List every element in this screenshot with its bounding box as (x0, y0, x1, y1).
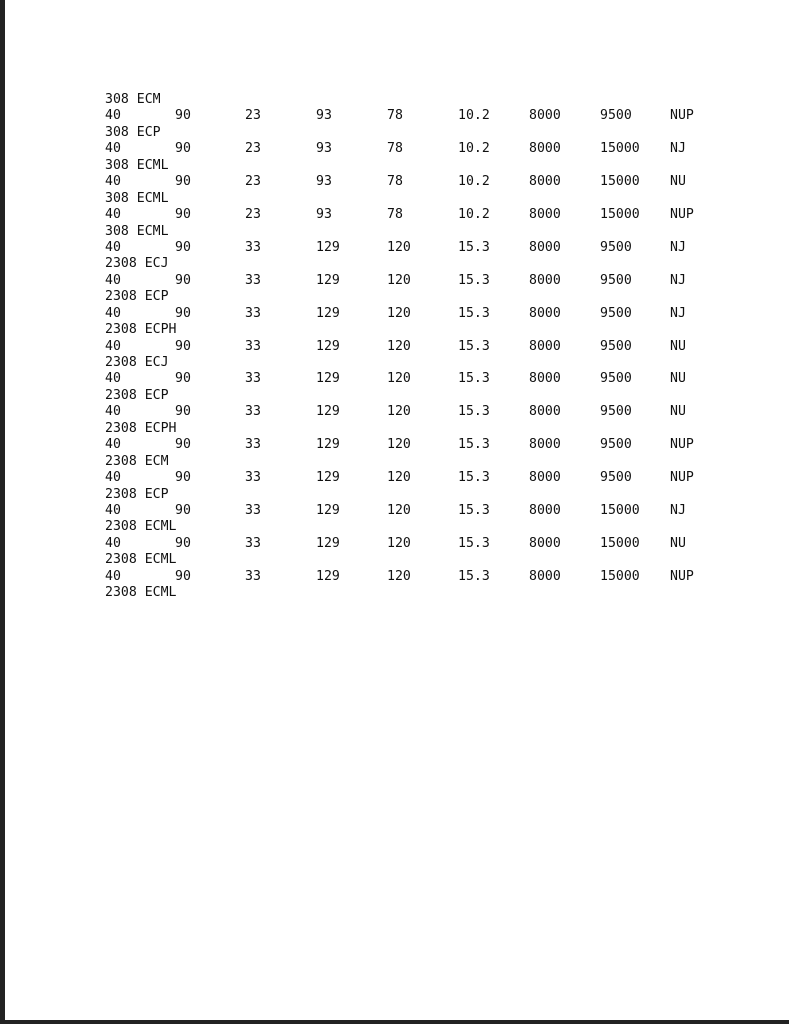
value-cell: 15.3 (458, 404, 490, 420)
value-cell: 15.3 (458, 535, 490, 551)
value-cell: 90 (175, 568, 191, 584)
value-cell: 129 (316, 338, 340, 354)
value-cell: 33 (245, 305, 261, 321)
value-cell: 90 (175, 272, 191, 288)
value-cell: 40 (105, 239, 121, 255)
value-cell: NU (670, 371, 686, 387)
value-cell: 8000 (529, 239, 561, 255)
value-cell: NUP (670, 108, 694, 124)
value-cell: 8000 (529, 207, 561, 223)
value-cell: NU (670, 535, 686, 551)
value-cell: 129 (316, 239, 340, 255)
value-cell: NUP (670, 470, 694, 486)
value-cell: 9500 (600, 305, 632, 321)
value-cell: 9500 (600, 404, 632, 420)
value-cell: 9500 (600, 371, 632, 387)
value-cell: 33 (245, 470, 261, 486)
value-cell: 15.3 (458, 502, 490, 518)
value-cell: 93 (316, 141, 332, 157)
value-cell: 10.2 (458, 207, 490, 223)
value-cell: 8000 (529, 108, 561, 124)
value-cell: 40 (105, 141, 121, 157)
value-cell: NUP (670, 568, 694, 584)
value-cell: 120 (387, 371, 411, 387)
value-cell: 129 (316, 568, 340, 584)
value-cell: 15.3 (458, 470, 490, 486)
value-cell: 33 (245, 239, 261, 255)
value-cell: 33 (245, 404, 261, 420)
value-cell: 33 (245, 338, 261, 354)
value-cell: 93 (316, 174, 332, 190)
value-cell: NJ (670, 239, 686, 255)
designation-text: 308 ECML (105, 223, 169, 239)
value-cell: 8000 (529, 568, 561, 584)
designation-text: 308 ECML (105, 157, 169, 173)
value-cell: 40 (105, 470, 121, 486)
designation-text: 2308 ECP (105, 387, 169, 403)
value-cell: NUP (670, 437, 694, 453)
value-cell: NU (670, 404, 686, 420)
value-cell: 120 (387, 437, 411, 453)
value-cell: 129 (316, 371, 340, 387)
value-cell: 40 (105, 371, 121, 387)
value-cell: NU (670, 338, 686, 354)
designation-text: 2308 ECML (105, 552, 177, 568)
designation-text: 308 ECM (105, 92, 161, 107)
value-cell: 8000 (529, 272, 561, 288)
value-cell: 15000 (600, 502, 640, 518)
designation-text: 2308 ECML (105, 519, 177, 535)
value-cell: 23 (245, 174, 261, 190)
value-cell: 15.3 (458, 272, 490, 288)
value-cell: 8000 (529, 535, 561, 551)
value-cell: 33 (245, 371, 261, 387)
value-cell: NJ (670, 305, 686, 321)
value-cell: 15.3 (458, 371, 490, 387)
value-cell: 90 (175, 141, 191, 157)
value-cell: NU (670, 174, 686, 190)
value-cell: 15.3 (458, 437, 490, 453)
value-cell: 40 (105, 535, 121, 551)
designation-text: 2308 ECP (105, 486, 169, 502)
value-cell: 15.3 (458, 239, 490, 255)
designation-text: 308 ECML (105, 190, 169, 206)
value-cell: 90 (175, 305, 191, 321)
value-cell: 9500 (600, 272, 632, 288)
value-cell: 120 (387, 272, 411, 288)
value-cell: 90 (175, 239, 191, 255)
value-cell: 40 (105, 437, 121, 453)
value-cell: 40 (105, 404, 121, 420)
value-cell: 120 (387, 305, 411, 321)
value-cell: 129 (316, 535, 340, 551)
value-cell: 120 (387, 239, 411, 255)
value-cell: 93 (316, 108, 332, 124)
value-cell: NJ (670, 141, 686, 157)
value-cell: 90 (175, 535, 191, 551)
value-cell: 15.3 (458, 338, 490, 354)
value-cell: 15000 (600, 174, 640, 190)
designation-text: 2308 ECML (105, 585, 177, 601)
value-cell: 15.3 (458, 305, 490, 321)
designation-text: 2308 ECPH (105, 420, 177, 436)
value-cell: 15000 (600, 141, 640, 157)
value-cell: 129 (316, 470, 340, 486)
value-cell: 40 (105, 108, 121, 124)
value-cell: 40 (105, 502, 121, 518)
value-cell: 90 (175, 174, 191, 190)
value-cell: 33 (245, 502, 261, 518)
value-cell: 33 (245, 272, 261, 288)
designation-text: 2308 ECPH (105, 322, 177, 338)
value-cell: 40 (105, 338, 121, 354)
designation-text: 2308 ECM (105, 453, 169, 469)
designation-text: 308 ECP (105, 124, 161, 140)
value-cell: 90 (175, 404, 191, 420)
value-cell: 9500 (600, 437, 632, 453)
designation-text: 2308 ECP (105, 289, 169, 305)
value-cell: 90 (175, 371, 191, 387)
value-cell: 9500 (600, 239, 632, 255)
value-cell: 40 (105, 305, 121, 321)
value-cell: 33 (245, 568, 261, 584)
value-cell: 90 (175, 207, 191, 223)
value-cell: 15.3 (458, 568, 490, 584)
value-cell: 33 (245, 437, 261, 453)
value-cell: 9500 (600, 470, 632, 486)
designation-text: 2308 ECJ (105, 355, 169, 370)
value-cell: 120 (387, 338, 411, 354)
value-cell: 33 (245, 535, 261, 551)
value-cell: 10.2 (458, 141, 490, 157)
value-cell: 8000 (529, 305, 561, 321)
value-cell: 40 (105, 207, 121, 223)
value-cell: 129 (316, 437, 340, 453)
value-cell: 90 (175, 470, 191, 486)
value-cell: 40 (105, 272, 121, 288)
document-page (5, 0, 789, 1020)
value-cell: 120 (387, 404, 411, 420)
value-cell: 129 (316, 502, 340, 518)
value-cell: 90 (175, 502, 191, 518)
value-cell: 8000 (529, 437, 561, 453)
value-cell: 78 (387, 174, 403, 190)
value-cell: 78 (387, 141, 403, 157)
value-cell: 8000 (529, 338, 561, 354)
value-cell: 90 (175, 437, 191, 453)
value-cell: 15000 (600, 568, 640, 584)
value-cell: 8000 (529, 470, 561, 486)
value-cell: 8000 (529, 174, 561, 190)
value-cell: 129 (316, 404, 340, 420)
value-cell: 40 (105, 568, 121, 584)
value-cell: NJ (670, 502, 686, 518)
value-cell: 129 (316, 305, 340, 321)
value-cell: 90 (175, 108, 191, 124)
value-cell: 8000 (529, 404, 561, 420)
value-cell: 15000 (600, 207, 640, 223)
value-cell: 9500 (600, 108, 632, 124)
value-cell: 40 (105, 174, 121, 190)
value-cell: 23 (245, 108, 261, 124)
value-cell: 90 (175, 338, 191, 354)
designation-text: 2308 ECJ (105, 256, 169, 272)
value-cell: 9500 (600, 338, 632, 354)
value-cell: 10.2 (458, 174, 490, 190)
value-cell: 93 (316, 207, 332, 223)
value-cell: 120 (387, 470, 411, 486)
value-cell: NUP (670, 207, 694, 223)
value-cell: NJ (670, 272, 686, 288)
value-cell: 120 (387, 535, 411, 551)
value-cell: 120 (387, 502, 411, 518)
value-cell: 23 (245, 141, 261, 157)
value-cell: 15000 (600, 535, 640, 551)
value-cell: 120 (387, 568, 411, 584)
value-cell: 23 (245, 207, 261, 223)
value-cell: 10.2 (458, 108, 490, 124)
value-cell: 78 (387, 207, 403, 223)
value-cell: 78 (387, 108, 403, 124)
value-cell: 8000 (529, 371, 561, 387)
value-cell: 8000 (529, 502, 561, 518)
value-cell: 8000 (529, 141, 561, 157)
value-cell: 129 (316, 272, 340, 288)
